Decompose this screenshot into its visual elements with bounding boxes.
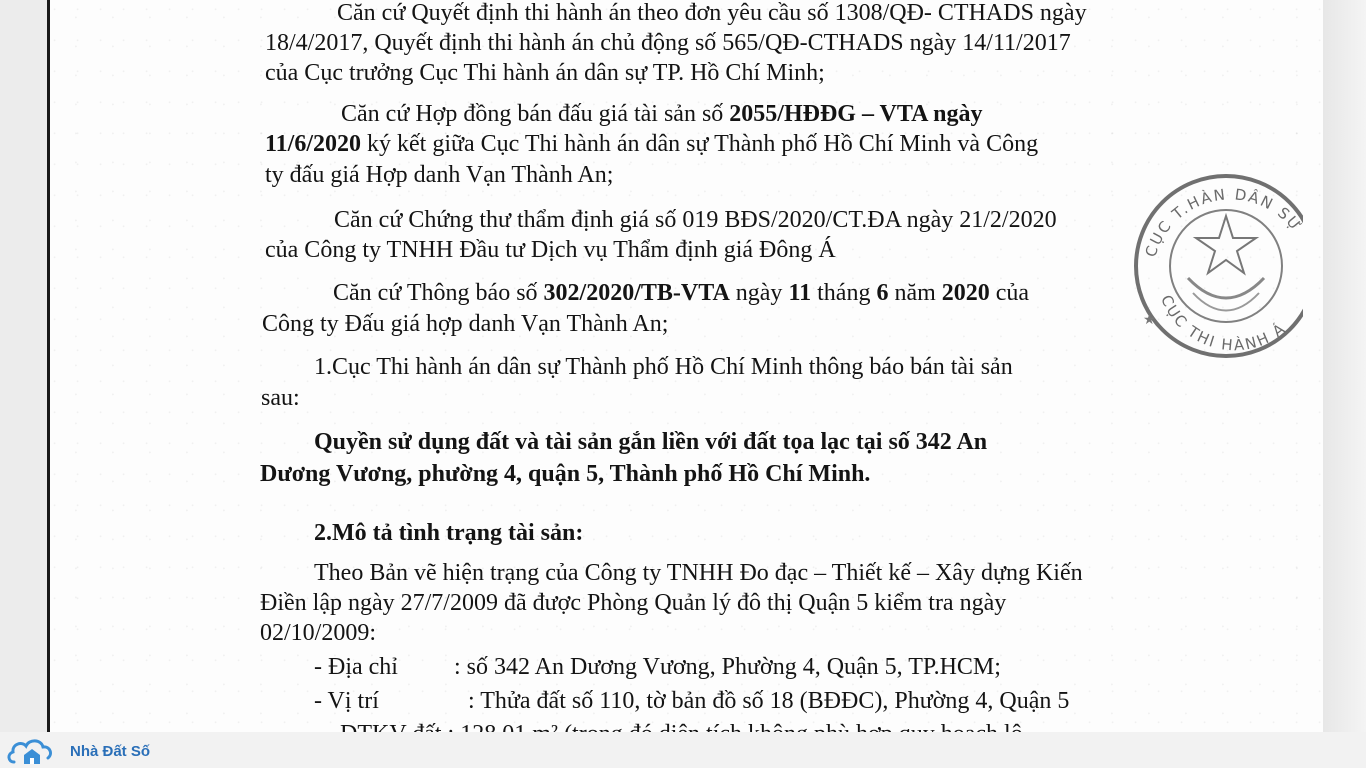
field-label: - Địa chỉ [314,654,398,680]
line-text: của Cục trưởng Cục Thi hành án dân sự TP. Hồ Chí Minh; [265,60,825,86]
text-line [260,459,870,489]
brand-name: Nhà Đất Số [70,742,151,760]
line-text: Căn cứ Quyết định thi hành án theo đơn yêu cầu số 1308/QĐ- CTHADS ngày [337,0,1087,26]
viewer-right-margin [1320,0,1366,768]
line-text: Căn cứ Hợp đồng bán đấu giá tài sản số [341,101,730,127]
field-row [314,652,1001,682]
line-text: Công ty Đấu giá hợp danh Vạn Thành An; [262,311,669,337]
official-seal-stamp [1133,148,1303,363]
section-2-heading: 2.Mô tả tình trạng tài sản: [314,520,584,546]
field-row [314,686,1069,716]
line-text: của [989,280,1030,306]
svg-text:CỤC T.HÀN DÂN SỰ: CỤC T.HÀN DÂN S [1141,185,1295,260]
line-text: 02/10/2009: [260,620,377,646]
line-text: Căn cứ Thông báo số [333,280,544,306]
property-title: Quyền sử dụng đất và tài sản gắn liền với đất tọa lạc tại số 342 An [314,429,988,455]
notice-number: 302/2020/TB-VTA [543,280,730,306]
text-line [314,518,583,548]
notice-year: 2020 [941,280,990,306]
text-line [314,352,1013,382]
text-line [337,0,1087,28]
property-title: Dương Vương, phường 4, quận 5, Thành phố Hồ Chí Minh. [260,461,871,487]
contract-date: 11/6/2020 [265,131,362,157]
svg-text:CỤC THI HÀNH ÁN DÂN SỰ: CỤC THI HÀNH Á [1157,292,1290,355]
section-1-heading: 1.Cục Thi hành án dân sự Thành phố Hồ Chí Minh thông báo bán tài sản [314,354,1013,380]
text-line [314,427,987,457]
text-line [260,588,1006,618]
nhadatso-logo [6,734,150,768]
text-line [260,618,376,648]
line-text: ký kết giữa Cục Thi hành án dân sự Thành phố Hồ Chí Minh và Công [361,131,1039,157]
line-text: tháng [811,280,877,306]
text-line [265,235,836,265]
text-line [262,309,668,339]
line-text: 18/4/2017, Quyết định thi hành án chủ động số 565/QĐ-CTHADS ngày 14/11/2017 [265,30,1071,56]
notice-day: 11 [788,280,812,306]
text-line [341,99,982,129]
text-line [261,383,300,413]
text-line [265,58,825,88]
field-label: - Vị trí [314,688,379,714]
line-text: của Công ty TNHH Đầu tư Dịch vụ Thẩm định giá Đông Á [265,237,836,263]
notice-month: 6 [876,280,889,306]
house-cloud-icon [6,734,68,768]
field-value: : số 342 An Dương Vương, Phường 4, Quận 5, TP.HCM; [454,654,1001,680]
line-text: năm [888,280,942,306]
field-value: : Thửa đất số 110, tờ bản đồ số 18 (BĐĐC), Phường 4, Quận 5 [468,688,1070,714]
line-text: ngày [729,280,789,306]
text-line [265,129,1038,159]
line-text: Theo Bản vẽ hiện trạng của Công ty TNHH Đo đạc – Thiết kế – Xây dựng Kiến [314,560,1083,586]
svg-text:★: ★ [1143,313,1156,328]
line-text: Điền lập ngày 27/7/2009 đã được Phòng Quản lý đô thị Quận 5 kiểm tra ngày [260,590,1007,616]
text-line [265,28,1071,58]
viewer-bottom-bar [0,732,1366,768]
text-line [334,205,1057,235]
line-text: sau: [261,385,300,411]
line-text: Căn cứ Chứng thư thẩm định giá số 019 BĐS/2020/CT.ĐA ngày 21/2/2020 [334,207,1057,233]
text-line [314,558,1083,588]
line-text: ty đấu giá Hợp danh Vạn Thành An; [265,162,614,188]
text-line [333,278,1029,308]
text-line [265,160,613,190]
contract-number: 2055/HĐĐG – VTA ngày [729,101,983,127]
